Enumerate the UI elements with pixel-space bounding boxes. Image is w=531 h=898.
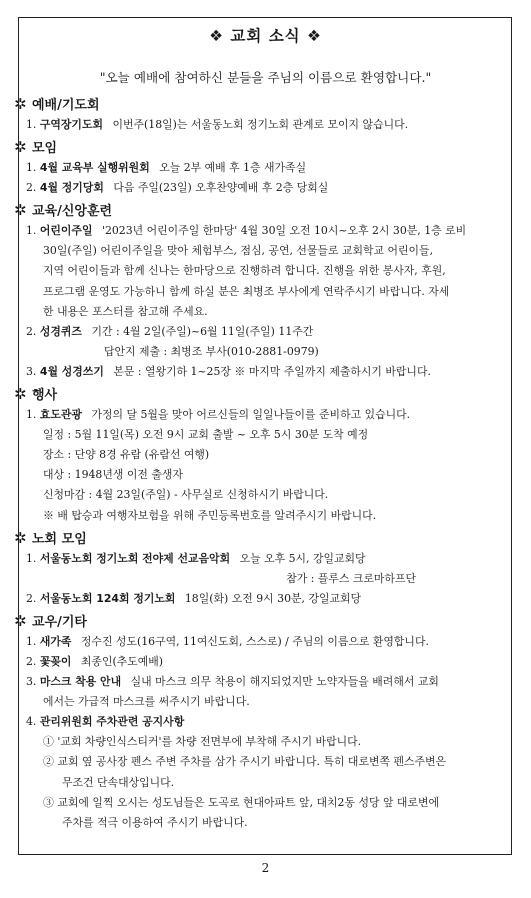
list-item: 1. 구역장기도회 이번주(18일)는 서울동노회 정기노회 관계로 모이지 않습니다. (26, 118, 409, 131)
item-label: 어린이주일 (39, 224, 93, 238)
page-number: 2 (261, 861, 270, 875)
list-item: 1. 효도관광 가정의 달 5월을 맞아 어르신들의 일일나들이를 준비하고 있습니다. (26, 408, 411, 422)
asterisk-icon: ✲ (14, 201, 27, 220)
item-text: 기간 : 4월 2일(주일)~6월 11일(주일) 11주간 (91, 324, 314, 338)
list-item: 2. 성경퀴즈 기간 : 4월 2일(주일)~6월 11일(주일) 11주간 (26, 324, 314, 338)
list-item: 1. 어린이주일 '2023년 어린이주일 한마당' 4월 30일 오전 10시~오후 2시 30분, 1층 로비 (26, 224, 467, 238)
section-title: 노회 모임 (32, 531, 87, 547)
welcome-message: "오늘 예배에 참여하신 분들을 주님의 이름으로 환영합니다." (99, 70, 432, 85)
section-heading-worship (14, 94, 486, 115)
item-label: 성경퀴즈 (39, 324, 82, 338)
item-text: 다음 주일(23일) 오후찬양예배 후 2층 당회실 (113, 181, 329, 195)
item-label: 4월 성경쓰기 (39, 364, 104, 378)
section-title: 교육/신앙훈련 (32, 204, 113, 220)
item-text: 실내 마스크 의무 착용이 해지되었지만 노약자들을 배려해서 교회 (130, 675, 439, 689)
list-item: 1. 새가족 정수진 성도(16구역, 11여신도회, 스스로) / 주님의 이름으로 환영합니다. (26, 634, 429, 648)
item-label: 4월 정기당회 (39, 181, 104, 195)
item-label: 4월 교육부 실행위원회 (39, 161, 150, 175)
item-text-continued: 30일(주일) 어린이주일을 맞아 체험부스, 점심, 공연, 선물들로 교회학교 어린이들, (43, 244, 434, 258)
item-label: 꽃꽂이 (39, 654, 72, 668)
list-item: 3. 마스크 착용 안내 실내 마스크 의무 착용이 해지되었지만 노약자들을 배려해서 교회 (26, 675, 439, 689)
section-heading-events (14, 384, 486, 405)
item-label: 서울동노회 124회 정기노회 (39, 591, 176, 605)
item-text: 정수진 성도(16구역, 11여신도회, 스스로) / 주님의 이름으로 환영합니다. (80, 634, 429, 648)
item-text: 오늘 2부 예배 후 1층 새가족실 (159, 161, 307, 175)
list-item: 1. 서울동노회 정기노회 전야제 선교음악회 오늘 오후 5시, 강일교회당 (26, 551, 366, 565)
item-text-continued: 한 내용은 포스터를 참고해 주세요. (43, 304, 208, 318)
parking-notice: ② 교회 옆 공사장 펜스 주변 주차를 삼가 주시기 바랍니다. 특히 대로변쪽 펜스주변은 (43, 755, 447, 769)
event-detail: 일정 : 5월 11일(목) 오전 9시 교회 출발 ~ 오후 5시 30분 도착 예정 (43, 428, 369, 442)
item-text-continued: 답안지 제출 : 최병조 부사(010-2881-0979) (104, 344, 319, 358)
page-title: ❖ 교회 소식 ❖ (209, 27, 322, 45)
item-label: 새가족 (39, 634, 72, 648)
item-text-continued: 프로그램 운영도 가능하니 함께 하실 분은 최병조 부사에게 연락주시기 바랍니다. 자세 (43, 284, 450, 298)
list-item: 2. 4월 정기당회 다음 주일(23일) 오후찬양예배 후 2층 당회실 (26, 181, 329, 195)
item-label: 효도관광 (39, 408, 82, 422)
section-heading-fellowship (14, 611, 486, 632)
list-item: 2. 꽃꽂이 최종인(추도예배) (26, 654, 164, 668)
item-text-continued: 참가 : 플루스 크로마하프단 (286, 571, 416, 585)
item-text: '2023년 어린이주일 한마당' 4월 30일 오전 10시~오후 2시 30분, 1층 로비 (101, 224, 467, 238)
section-heading-education (14, 200, 486, 221)
parking-notice: ① '교회 차량인식스티커'를 차량 전면부에 부착해 주시기 바랍니다. (43, 735, 362, 749)
item-label: 서울동노회 정기노회 전야제 선교음악회 (39, 551, 231, 565)
section-title: 모임 (32, 141, 58, 157)
section-heading-presbytery (14, 528, 486, 549)
item-label: 관리위원회 주차관련 공지사항 (39, 715, 185, 729)
list-item: 3. 4월 성경쓰기 본문 : 열왕기하 1~25장 ※ 마지막 주일까지 제출하시기 바랍니다. (26, 364, 431, 378)
event-detail: 대상 : 1948년생 이전 출생자 (43, 468, 183, 482)
parking-notice-continued: 무조건 단속대상입니다. (62, 775, 175, 789)
section-title: 행사 (32, 388, 58, 404)
list-item: 2. 서울동노회 124회 정기노회 18일(화) 오전 9시 30분, 강일교회당 (26, 591, 362, 605)
asterisk-icon: ✲ (14, 95, 27, 113)
asterisk-icon: ✲ (14, 611, 27, 630)
item-label: 마스크 착용 안내 (39, 675, 122, 689)
item-text-continued: 지역 어린이들과 함께 신나는 한마당으로 진행하려 합니다. 진행을 위한 봉사자, 후원, (43, 264, 446, 278)
item-text: 가정의 달 5월을 맞아 어르신들의 일일나들이를 준비하고 있습니다. (91, 408, 411, 422)
item-text: 최종인(추도예배) (80, 654, 164, 668)
event-detail: ※ 배 탑승과 여행자보험을 위해 주민등록번호를 알려주시기 바랍니다. (43, 508, 377, 522)
parking-notice-continued: 주차를 적극 이용하여 주시기 바랍니다. (62, 815, 248, 829)
item-text-continued: 에서는 가급적 마스크를 써주시기 바랍니다. (43, 695, 250, 709)
section-title: 예배/기도회 (32, 98, 100, 113)
section-title: 교우/기타 (32, 614, 87, 630)
item-text: 이번주(18일)는 서울동노회 정기노회 관계로 모이지 않습니다. (112, 118, 409, 131)
section-heading-meeting (14, 137, 486, 158)
event-detail: 신청마감 : 4월 23일(주일) - 사무실로 신청하시기 바랍니다. (43, 488, 329, 502)
asterisk-icon: ✲ (14, 385, 27, 404)
item-text: 18일(화) 오전 9시 30분, 강일교회당 (184, 591, 362, 605)
item-text: 오늘 오후 5시, 강일교회당 (239, 551, 366, 565)
list-item: 4. 관리위원회 주차관련 공지사항 (26, 715, 185, 729)
item-label: 구역장기도회 (39, 118, 103, 131)
bulletin-content (14, 92, 486, 833)
list-item: 1. 4월 교육부 실행위원회 오늘 2부 예배 후 1층 새가족실 (26, 161, 307, 175)
asterisk-icon: ✲ (14, 528, 27, 547)
event-detail: 장소 : 단양 8경 유람 (유람선 여행) (43, 448, 210, 462)
item-text: 본문 : 열왕기하 1~25장 ※ 마지막 주일까지 제출하시기 바랍니다. (113, 364, 431, 378)
asterisk-icon: ✲ (14, 138, 27, 157)
parking-notice: ③ 교회에 일찍 오시는 성도님들은 도곡로 현대아파트 앞, 대치2동 성당 앞 대로변에 (43, 795, 440, 809)
